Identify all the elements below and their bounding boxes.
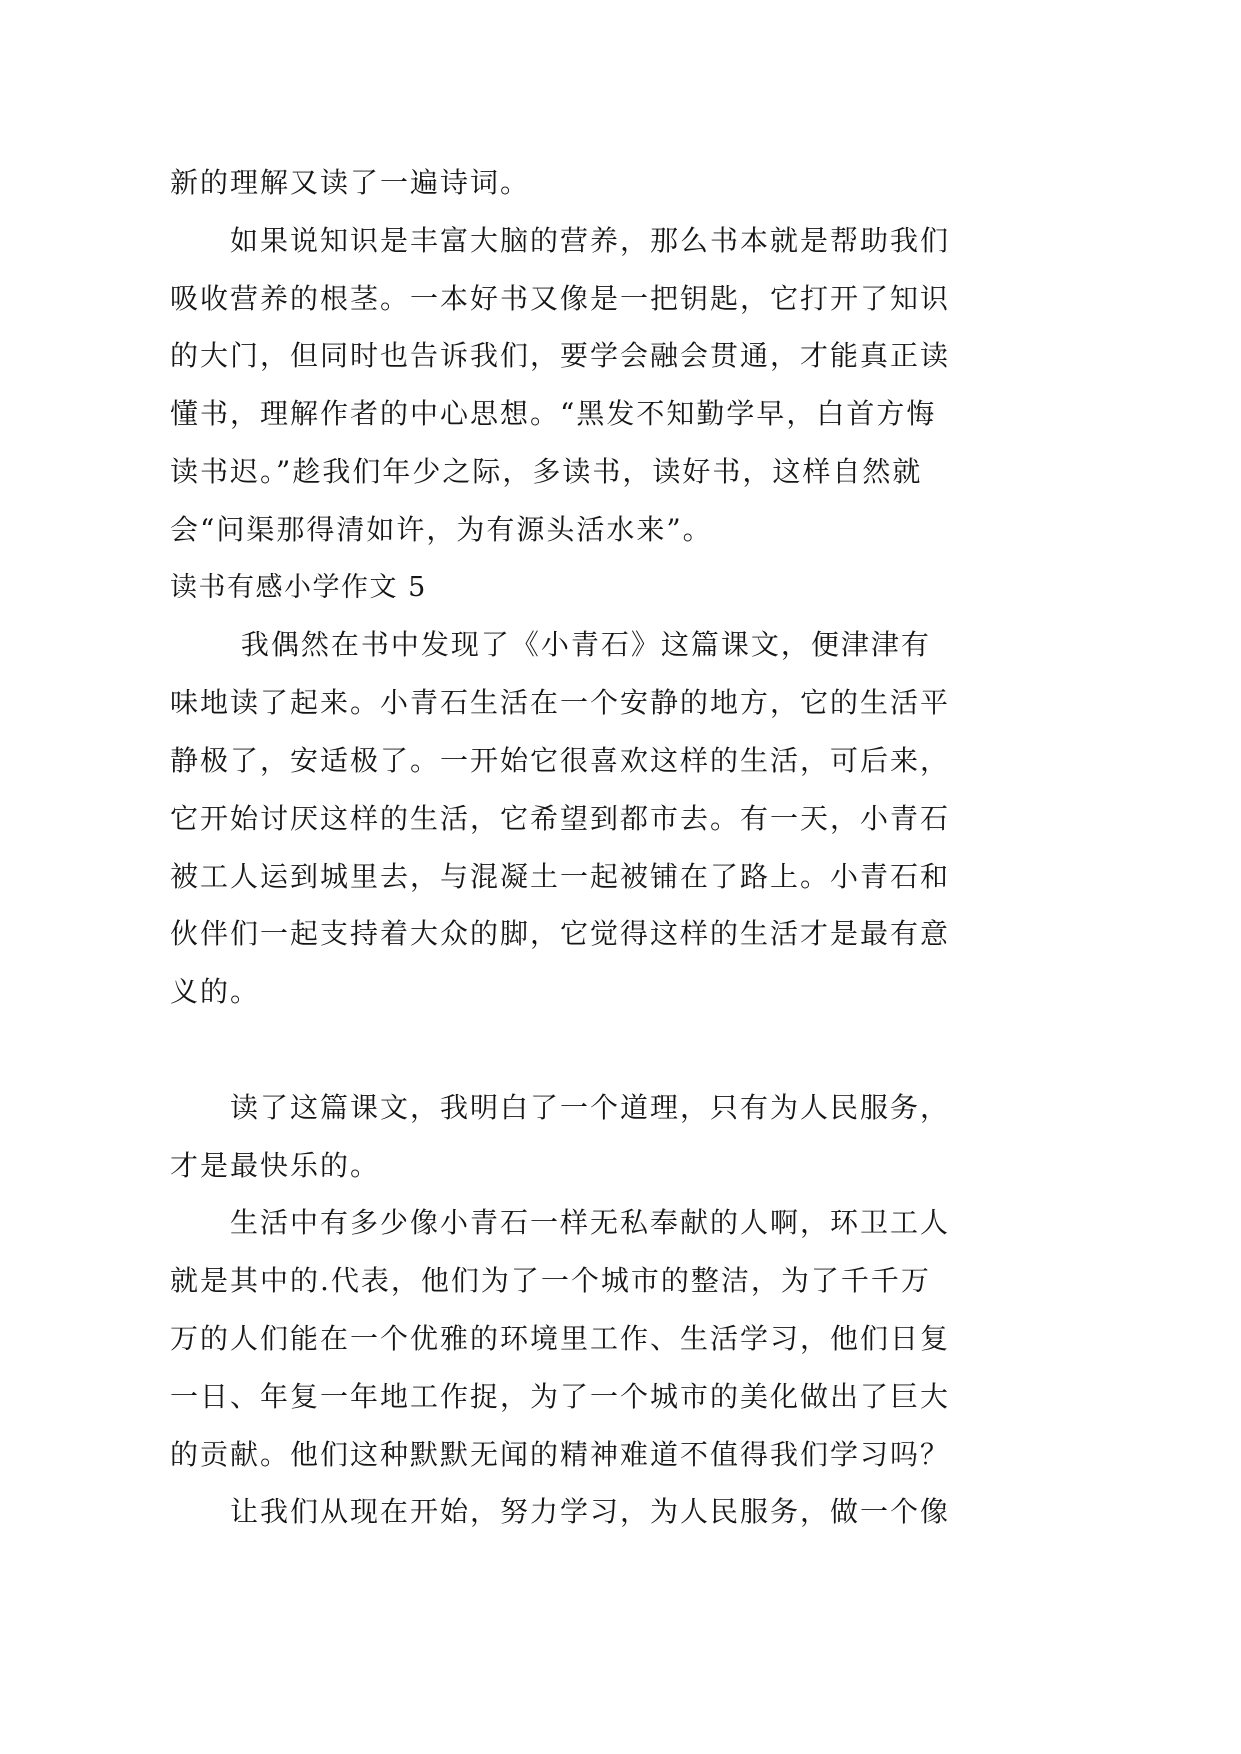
body-line: 被工人运到城里去，与混凝土一起被铺在了路上。小青石和 bbox=[170, 859, 951, 893]
body-line: 它开始讨厌这样的生活，它希望到都市去。有一天，小青石 bbox=[170, 801, 951, 835]
body-line: 一日、年复一年地工作捉，为了一个城市的美化做出了巨大 bbox=[170, 1379, 951, 1413]
body-line: 生活中有多少像小青石一样无私奉献的人啊，环卫工人 bbox=[230, 1206, 951, 1240]
document-body bbox=[170, 154, 1070, 1541]
body-line: 让我们从现在开始，努力学习，为人民服务，做一个像 bbox=[230, 1495, 951, 1529]
body-line: 如果说知识是丰富大脑的营养，那么书本就是帮助我们 bbox=[230, 223, 951, 257]
paragraph bbox=[170, 1483, 1070, 1541]
body-line: 静极了，安适极了。一开始它很喜欢这样的生活，可后来， bbox=[170, 743, 951, 777]
body-line: 懂书，理解作者的中心思想。“黑发不知勤学早，白首方悔 bbox=[170, 397, 937, 431]
body-line: 读了这篇课文，我明白了一个道理，只有为人民服务， bbox=[230, 1090, 951, 1124]
body-line: 味地读了起来。小青石生活在一个安静的地方，它的生活平 bbox=[170, 686, 951, 720]
body-line: 读书迟。”趁我们年少之际，多读书，读好书，这样自然就 bbox=[170, 454, 923, 488]
body-line: 才是最快乐的。 bbox=[170, 1148, 381, 1182]
body-line: 就是其中的.代表，他们为了一个城市的整洁，为了千千万 bbox=[170, 1264, 931, 1298]
body-line: 伙伴们一起支持着大众的脚，它觉得这样的生活才是最有意 bbox=[170, 917, 951, 951]
body-line: 吸收营养的根茎。一本好书又像是一把钥匙，它打开了知识 bbox=[170, 281, 951, 315]
body-line: 新的理解又读了一遍诗词。 bbox=[170, 166, 531, 199]
body-line: 会“问渠那得清如许，为有源头活水来”。 bbox=[170, 512, 713, 546]
body-line: 的大门，但同时也告诉我们，要学会融会贯通，才能真正读 bbox=[170, 339, 951, 373]
paragraph bbox=[170, 616, 1070, 1021]
paragraph bbox=[170, 154, 1070, 212]
blank-line bbox=[170, 1021, 1070, 1079]
section-heading: 读书有感小学作文 5 bbox=[170, 571, 427, 603]
body-line: 义的。 bbox=[170, 975, 261, 1009]
body-line: 的贡献。他们这种默默无闻的精神难道不值得我们学习吗？ bbox=[170, 1437, 951, 1471]
paragraph bbox=[170, 1194, 1070, 1483]
paragraph bbox=[170, 212, 1070, 559]
paragraph bbox=[170, 1079, 1070, 1195]
body-line: 万的人们能在一个优雅的环境里工作、生活学习，他们日复 bbox=[170, 1321, 951, 1355]
body-line: 我偶然在书中发现了《小青石》这篇课文，便津津有 bbox=[230, 628, 931, 662]
